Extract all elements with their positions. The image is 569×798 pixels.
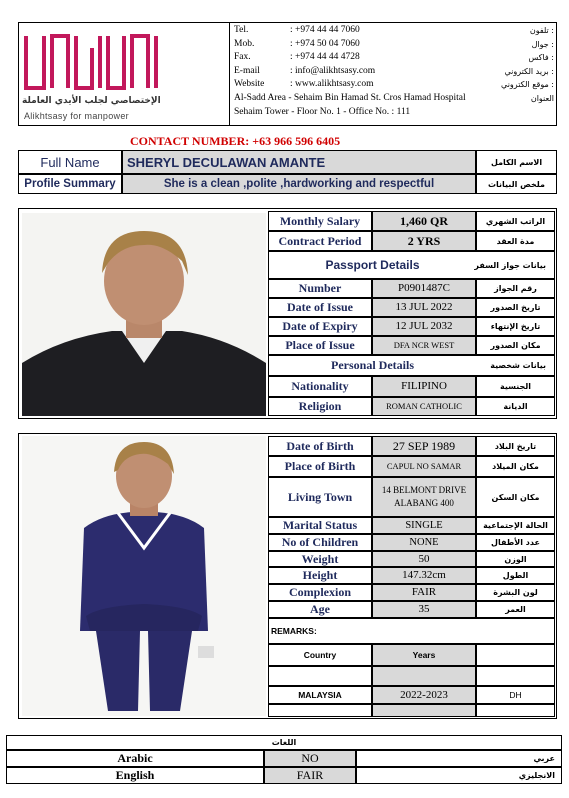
monthly-salary-label: Monthly Salary bbox=[268, 211, 372, 231]
weight-label: Weight bbox=[268, 551, 372, 567]
full-name-ar: الاسم الكامل bbox=[476, 150, 557, 174]
contact-row bbox=[234, 51, 554, 65]
experience-header-blank bbox=[476, 644, 555, 666]
living-town-label: Living Town bbox=[268, 477, 372, 517]
experience-empty-row bbox=[372, 666, 476, 686]
height-label: Height bbox=[268, 567, 372, 584]
contact-row bbox=[234, 24, 554, 38]
contact-value: : +974 44 44 4728 bbox=[290, 52, 360, 63]
nationality-label: Nationality bbox=[268, 376, 372, 397]
date-of-issue-ar: تاريخ الصدور bbox=[476, 298, 555, 317]
contact-row bbox=[234, 38, 554, 52]
experience-empty-row bbox=[476, 704, 555, 717]
weight-ar: الوزن bbox=[476, 551, 555, 567]
language-level: FAIR bbox=[264, 767, 356, 784]
contact-label-ar: جوال : bbox=[531, 39, 554, 49]
logo-tagline-ar: الإختصاصي لجلب الأيدي العاملة bbox=[22, 96, 161, 106]
contact-label: Mob. bbox=[234, 38, 255, 49]
contact-label: Fax. bbox=[234, 52, 251, 63]
religion-value: ROMAN CATHOLIC bbox=[372, 397, 476, 416]
complexion-label: Complexion bbox=[268, 584, 372, 601]
monthly-salary-ar: الراتب الشهري bbox=[476, 211, 555, 231]
living-town-value-line: ALABANG 400 bbox=[394, 498, 454, 508]
contract-period-ar: مدة العقد bbox=[476, 231, 555, 251]
marital-status-label: Marital Status bbox=[268, 517, 372, 534]
contract-period-value: 2 YRS bbox=[372, 231, 476, 251]
marital-status-ar: الحالة الإجتماعية bbox=[476, 517, 555, 534]
address-line-2: Sehaim Tower - Floor No. 1 - Office No. : 111 bbox=[234, 106, 411, 117]
passport-details-title-ar: بيانات جواز السفر bbox=[372, 251, 555, 279]
language-name: Arabic bbox=[6, 750, 264, 767]
profile-ar: ملخص البيانات bbox=[476, 174, 557, 194]
experience-empty-row bbox=[268, 704, 372, 717]
weight-value: 50 bbox=[372, 551, 476, 567]
religion-ar: الديانة bbox=[476, 397, 555, 416]
contact-value: : info@alikhtsasy.com bbox=[290, 65, 376, 76]
contact-row bbox=[234, 65, 554, 79]
full-name-label: Full Name bbox=[18, 150, 122, 174]
age-ar: العمر bbox=[476, 601, 555, 618]
passport-number-label: Number bbox=[268, 279, 372, 298]
address-line-1: Al-Sadd Area - Sehaim Bin Hamad St. Cros Hamad Hospital bbox=[234, 92, 466, 103]
contact-row bbox=[234, 78, 554, 92]
place-of-birth-label: Place of Birth bbox=[268, 456, 372, 477]
date-of-expiry-ar: تاريخ الإنتهاء bbox=[476, 317, 555, 336]
contact-value: : +974 50 04 7060 bbox=[290, 38, 360, 49]
experience-empty-row bbox=[476, 666, 555, 686]
no-of-children-value: NONE bbox=[372, 534, 476, 551]
date-of-birth-ar: تاريخ البلاد bbox=[476, 436, 555, 456]
contact-value: : www.alikhtsasy.com bbox=[290, 79, 374, 90]
address-ar: العنوان bbox=[530, 94, 554, 103]
passport-number-value: P0901487C bbox=[372, 279, 476, 298]
marital-status-value: SINGLE bbox=[372, 517, 476, 534]
contact-block bbox=[234, 24, 554, 119]
contact-label: E-mail bbox=[234, 65, 260, 76]
place-of-issue-label: Place of Issue bbox=[268, 336, 372, 355]
full-body-photo bbox=[22, 436, 266, 716]
full-name-value: SHERYL DECULAWAN AMANTE bbox=[122, 150, 476, 174]
language-name-ar: الانجليزي bbox=[356, 767, 562, 784]
experience-position: DH bbox=[476, 686, 555, 704]
languages-title: اللغات bbox=[6, 735, 562, 750]
logo-tagline-en: Alikhtsasy for manpower bbox=[24, 111, 129, 121]
contract-period-label: Contract Period bbox=[268, 231, 372, 251]
company-logo bbox=[20, 28, 225, 124]
age-label: Age bbox=[268, 601, 372, 618]
passport-details-title: Passport Details bbox=[268, 251, 476, 279]
remarks-label: REMARKS: bbox=[268, 618, 555, 644]
date-of-expiry-label: Date of Expiry bbox=[268, 317, 372, 336]
monthly-salary-value: 1,460 QR bbox=[372, 211, 476, 231]
passport-number-ar: رقم الجواز bbox=[476, 279, 555, 298]
experience-empty-row bbox=[372, 704, 476, 717]
place-of-birth-ar: مكان الميلاد bbox=[476, 456, 555, 477]
place-of-issue-ar: مكان الصدور bbox=[476, 336, 555, 355]
experience-country: MALAYSIA bbox=[268, 686, 372, 704]
date-of-birth-value: 27 SEP 1989 bbox=[372, 436, 476, 456]
age-value: 35 bbox=[372, 601, 476, 618]
contact-label: Tel. bbox=[234, 25, 249, 35]
experience-empty-row bbox=[268, 666, 372, 686]
contact-label-ar: تلفون : bbox=[529, 26, 554, 35]
contact-label-ar: فاكس : bbox=[528, 53, 554, 63]
experience-years: 2022-2023 bbox=[372, 686, 476, 704]
place-of-issue-value: DFA NCR WEST bbox=[372, 336, 476, 355]
contact-value: : +974 44 44 7060 bbox=[290, 25, 360, 35]
contact-label-ar: بريد الكتروني : bbox=[504, 66, 554, 76]
date-of-issue-value: 13 JUL 2022 bbox=[372, 298, 476, 317]
experience-header-years: Years bbox=[372, 644, 476, 666]
personal-details-title: Personal Details bbox=[268, 355, 476, 376]
language-name-ar: عربي bbox=[356, 750, 562, 767]
contact-label-ar: موقع الكتروني : bbox=[501, 80, 554, 90]
language-name: English bbox=[6, 767, 264, 784]
living-town-value-line: 14 BELMONT DRIVE bbox=[381, 485, 467, 495]
contact-number: CONTACT NUMBER: +63 966 596 6405 bbox=[130, 134, 341, 148]
no-of-children-label: No of Children bbox=[268, 534, 372, 551]
date-of-birth-label: Date of Birth bbox=[268, 436, 372, 456]
experience-header-country: Country bbox=[268, 644, 372, 666]
profile-label: Profile Summary bbox=[18, 174, 122, 194]
personal-details-title-ar: بيانات شخصية bbox=[372, 355, 555, 376]
living-town-ar: مكان السكن bbox=[476, 477, 555, 517]
religion-label: Religion bbox=[268, 397, 372, 416]
nationality-ar: الجنسية bbox=[476, 376, 555, 397]
living-town-value bbox=[372, 477, 476, 517]
height-value: 147.32cm bbox=[372, 567, 476, 584]
no-of-children-ar: عدد الأطفال bbox=[476, 534, 555, 551]
nationality-value: FILIPINO bbox=[372, 376, 476, 397]
place-of-birth-value: CAPUL NO SAMAR bbox=[372, 456, 476, 477]
portrait-photo bbox=[22, 213, 266, 416]
complexion-ar: لون البشرة bbox=[476, 584, 555, 601]
language-level: NO bbox=[264, 750, 356, 767]
logo-mark-icon bbox=[20, 28, 225, 124]
header-divider bbox=[229, 22, 230, 126]
date-of-expiry-value: 12 JUL 2032 bbox=[372, 317, 476, 336]
date-of-issue-label: Date of Issue bbox=[268, 298, 372, 317]
height-ar: الطول bbox=[476, 567, 555, 584]
profile-value: She is a clean ,polite ,hardworking and respectful bbox=[122, 174, 476, 194]
contact-label: Website bbox=[234, 79, 265, 90]
complexion-value: FAIR bbox=[372, 584, 476, 601]
